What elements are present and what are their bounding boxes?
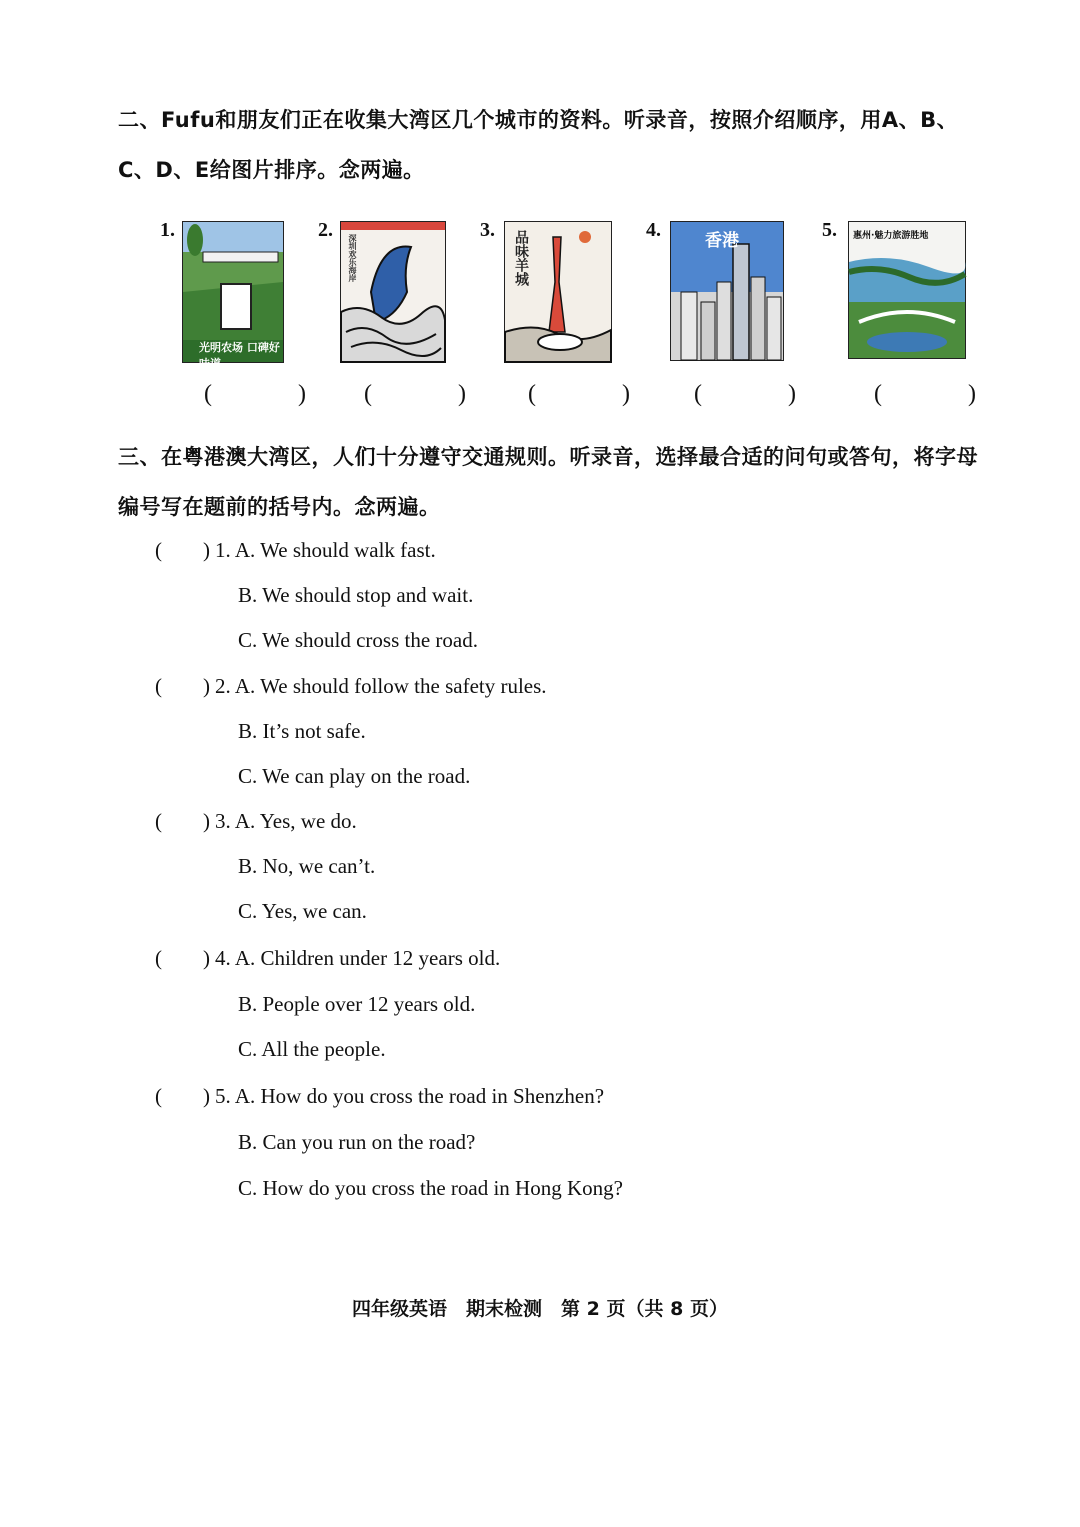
question-label: 2. A. We should follow the safety rules. — [215, 674, 547, 698]
picture-number: 4. — [646, 219, 661, 241]
picture-number: 5. — [822, 219, 837, 241]
page-footer: 四年级英语 期末检测 第 2 页（共 8 页） — [352, 1298, 728, 1320]
canton-tower-poster-icon: 品味羊城 — [504, 221, 612, 363]
answer-blank-2[interactable]: ( ) — [364, 381, 506, 407]
farm-poster-icon: 光明农场 口碑好味道 — [182, 221, 284, 363]
answer-blank-4[interactable]: ( ) — [694, 381, 836, 407]
answer-paren-right[interactable]: ) — [203, 1084, 210, 1108]
option: C. How do you cross the road in Hong Kong? — [238, 1176, 623, 1200]
answer-paren-left[interactable]: ( — [155, 946, 162, 970]
answer-paren-left[interactable]: ( — [155, 538, 162, 562]
option: B. It’s not safe. — [238, 719, 366, 743]
question-label: 1. A. We should walk fast. — [215, 538, 436, 562]
picture-number: 1. — [160, 219, 175, 241]
question-label: 4. A. Children under 12 years old. — [215, 946, 501, 970]
option: C. We should cross the road. — [238, 628, 478, 652]
section-2-title: 二、Fufu和朋友们正在收集大湾区几个城市的资料。听录音，按照介绍顺序，用A、B、C、D、E给图片排序。念两遍。 — [118, 108, 959, 182]
picture-row — [0, 215, 1080, 415]
question-label: 3. A. Yes, we do. — [215, 809, 357, 833]
answer-paren-right[interactable]: ) — [203, 809, 210, 833]
answer-paren-right[interactable]: ) — [203, 674, 210, 698]
answer-paren-left[interactable]: ( — [155, 809, 162, 833]
answer-paren-left[interactable]: ( — [155, 674, 162, 698]
picture-number: 3. — [480, 219, 495, 241]
picture-number: 2. — [318, 219, 333, 241]
answer-blank-5[interactable]: ( ) — [874, 381, 1016, 407]
question-label: 5. A. How do you cross the road in Shenzhen? — [215, 1084, 605, 1108]
hongkong-skyline-poster-icon: 香港 — [670, 221, 784, 361]
answer-blank-3[interactable]: ( ) — [528, 381, 670, 407]
answer-paren-left[interactable]: ( — [155, 1084, 162, 1108]
option: B. We should stop and wait. — [238, 583, 474, 607]
section-3-title: 三、在粤港澳大湾区，人们十分遵守交通规则。听录音，选择最合适的问句或答句，将字母编号写在题前的括号内。念两遍。 — [118, 445, 978, 519]
answer-paren-right[interactable]: ) — [203, 946, 210, 970]
option: B. Can you run on the road? — [238, 1130, 476, 1154]
answer-paren-right[interactable]: ) — [203, 538, 210, 562]
option: C. All the people. — [238, 1037, 386, 1061]
option: C. We can play on the road. — [238, 764, 471, 788]
option: B. No, we can’t. — [238, 854, 376, 878]
answer-blank-1[interactable]: ( ) — [204, 381, 346, 407]
option: C. Yes, we can. — [238, 899, 367, 923]
dolphin-poster-icon: 深圳欢乐海岸 — [340, 221, 446, 363]
huizhou-lake-poster-icon: 惠州·魅力旅游胜地 — [848, 221, 966, 359]
option: B. People over 12 years old. — [238, 992, 476, 1016]
